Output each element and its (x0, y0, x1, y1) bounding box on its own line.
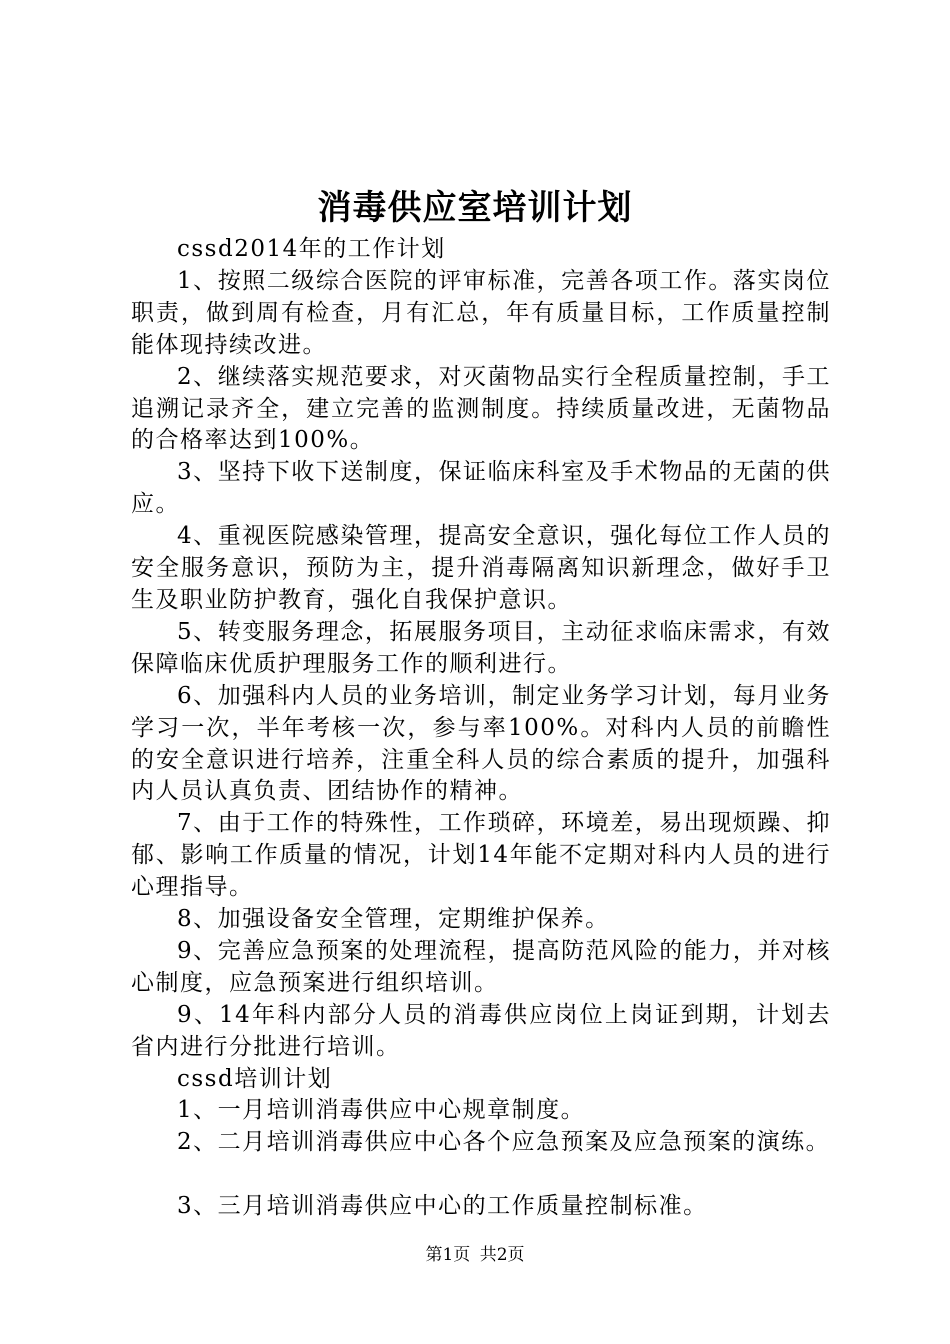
training-item-2: 2、二月培训消毒供应中心各个应急预案及应急预案的演练。 (177, 1129, 831, 1156)
paragraph-item-6: 6、加强科内人员的业务培训，制定业务学习计划，每月业务学习一次，半年考核一次，参与率100%。对科内人员的前瞻性的安全意识进行培养，注重全科人员的综合素质的提升，加强科内人员认真负责、团结协作的精神。 (131, 682, 831, 805)
section-heading-training-plan: cssd培训计划 (177, 1065, 333, 1092)
paragraph-item-9: 9、完善应急预案的处理流程，提高防范风险的能力，并对核心制度，应急预案进行组织培训。 (131, 937, 831, 996)
training-item-1: 1、一月培训消毒供应中心规章制度。 (177, 1097, 586, 1124)
page-number: 第1页 (425, 1245, 471, 1265)
paragraph-item-8: 8、加强设备安全管理，定期维护保养。 (177, 906, 610, 933)
page-total: 共2页 (479, 1245, 525, 1265)
paragraph-item-2: 2、继续落实规范要求，对灭菌物品实行全程质量控制，手工追溯记录齐全，建立完善的监测制度。持续质量改进，无菌物品的合格率达到100%。 (131, 363, 831, 454)
page-footer (0, 1244, 950, 1266)
document-title: 消毒供应室培训计划 (317, 188, 633, 228)
paragraph-item-1: 1、按照二级综合医院的评审标准，完善各项工作。落实岗位职责，做到周有检查，月有汇总，年有质量目标，工作质量控制能体现持续改进。 (131, 267, 831, 358)
training-item-3: 3、三月培训消毒供应中心的工作质量控制标准。 (177, 1193, 708, 1220)
paragraph-item-9b: 9、14年科内部分人员的消毒供应岗位上岗证到期，计划去省内进行分批进行培训。 (131, 1001, 831, 1060)
paragraph-item-5: 5、转变服务理念，拓展服务项目，主动征求临床需求，有效保障临床优质护理服务工作的顺利进行。 (131, 618, 831, 677)
paragraph-item-4: 4、重视医院感染管理，提高安全意识，强化每位工作人员的安全服务意识，预防为主，提升消毒隔离知识新理念，做好手卫生及职业防护教育，强化自我保护意识。 (131, 523, 831, 613)
paragraph-item-3: 3、坚持下收下送制度，保证临床科室及手术物品的无菌的供应。 (131, 459, 831, 518)
section-heading-work-plan: cssd2014年的工作计划 (177, 236, 446, 262)
document-body (131, 234, 831, 1223)
paragraph-item-7: 7、由于工作的特殊性，工作琐碎，环境差，易出现烦躁、抑郁、影响工作质量的情况，计划14年能不定期对科内人员的进行心理指导。 (131, 810, 831, 901)
